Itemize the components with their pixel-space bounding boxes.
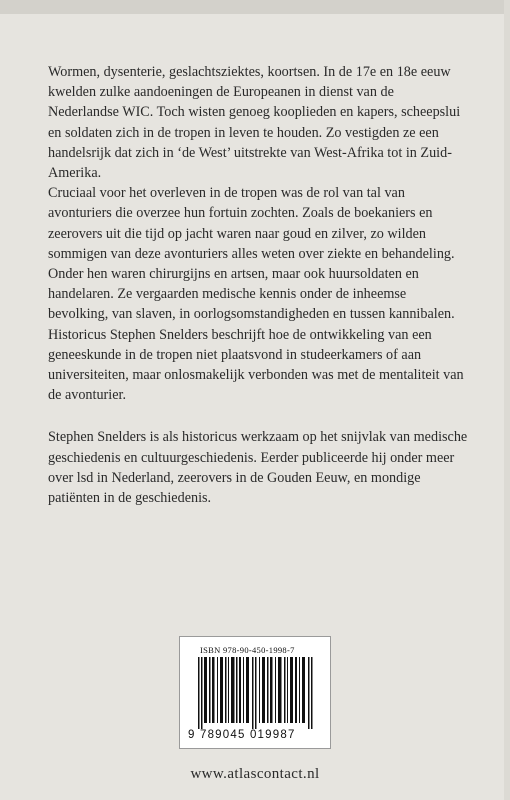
blurb-paragraph-1: Wormen, dysenterie, geslachtsziektes, koortsen. In de 17e en 18e eeuw kwelden zulke aandoeningen de Europeanen in dienst van de Nederlandse WIC. Toch wisten genoeg kooplieden en kapers, scheepslui en soldaten zich in de tropen in leven te houden. Zo vestigden ze een handelsrijk dat zich in ‘de West’ uitstrekte van West-Afrika tot in Zuid-Amerika.: [48, 64, 461, 182]
blurb-paragraph-3: Historicus Stephen Snelders beschrijft hoe de ontwikkeling van een geneeskunde in de tropen niet plaatsvond in studeerkamers of aan universiteiten, maar onlosmakelijk verbonden was met de mentaliteit van de avonturier.: [48, 326, 464, 404]
right-edge-shadow: [504, 0, 510, 800]
author-bio: Stephen Snelders is als historicus werkzaam op het snijvlak van medische geschiedenis en cultuurgeschiedenis. Eerder publiceerde hij onder meer over lsd in Nederland, zeerovers in de Gouden Eeuw, en mondige patiënten in de geschiedenis.: [48, 429, 468, 507]
blurb-paragraph-2: Cruciaal voor het overleven in de tropen was de rol van tal van avonturiers die overzee hun fortuin zochten. Zoals de boekaniers en zeerovers uit die tijd op jacht waren naar goud en zilver, zo wilden sommigen van deze avonturiers alles weten over ziekte en behandeling. Onder hen waren chirurgijns en artsen, maar ook huursoldaten en handelaren. Ze vergaarden medische kennis onder de inheemse bevolking, van slaven, in oorlogsomstandigheden en tussen kannibalen.: [48, 185, 455, 323]
back-cover-text: [48, 62, 468, 508]
top-edge-band: [0, 0, 510, 14]
publisher-website: www.atlascontact.nl: [190, 766, 320, 782]
barcode-number: 9 789045 019987: [188, 729, 296, 741]
barcode-icon: [198, 657, 316, 729]
isbn-label: ISBN 978-90-450-1998-7: [200, 645, 295, 655]
barcode-box: [179, 636, 331, 749]
